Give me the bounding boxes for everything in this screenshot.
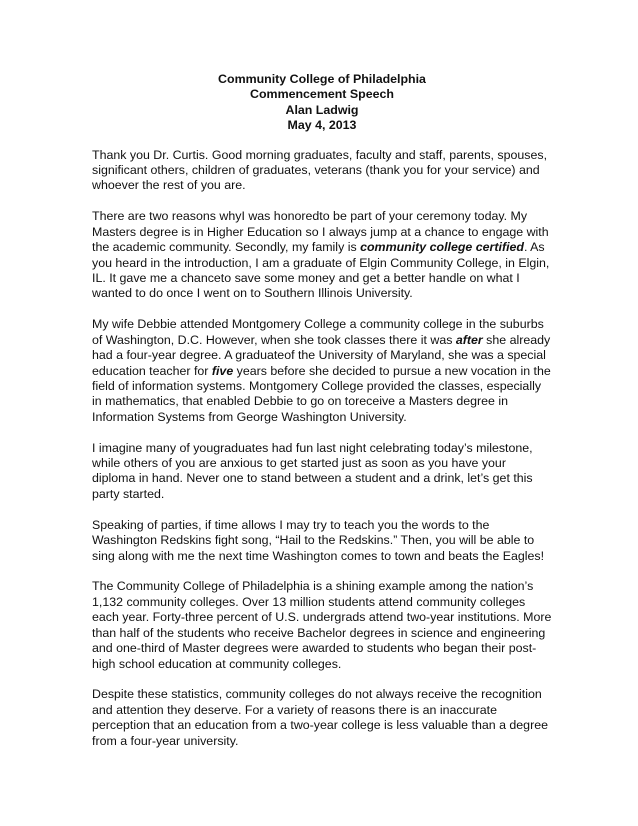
paragraph-5: Speaking of parties, if time allows I may try to teach you the words to the Washington Redskins fight song, “Hail to the Redskins.” Then, you will be able to sing along with me the next time Washington comes to town and beats the Eagles! (92, 517, 545, 563)
paragraph-1: Thank you Dr. Curtis. Good morning graduates, faculty and staff, parents, spouses, significant others, children of graduates, veterans (thank you for your service) and whoever the rest of you are. (92, 147, 548, 193)
paragraph-3-text-b: she already had a four-year degree. A graduateof the University of Maryland, she was a special education teacher for (92, 332, 551, 378)
paragraph-2 (92, 209, 552, 301)
paragraph-3-emphasis-after: after (455, 332, 483, 347)
paragraph-2-text-a: There are two reasons whyI was honoredto be part of your ceremony today. My Masters degree is in Higher Education so I always jump at a chance to engage with the academic community. Secondly, my family is (92, 209, 549, 255)
speech-title: Commencement Speech (250, 87, 394, 102)
paragraph-3-text-a: My wife Debbie attended Montgomery College a community college in the suburbs of Washington, D.C. However, when she took classes there it was (92, 317, 544, 347)
paragraph-2-emphasis: community college certified (360, 240, 524, 255)
speech-date: May 4, 2013 (287, 118, 357, 133)
paragraph-2-text-b: . As you heard in the introduction, I am a graduate of Elgin Community College, in Elgin, IL. It gave me a chanceto save some money and get a better handle on what I wanted to do once I went on to Southern Illinois University. (92, 240, 550, 301)
paragraph-6: The Community College of Philadelphia is a shining example among the nation’s 1,132 community colleges. Over 13 million students attend community colleges each year. Forty-three percent of U.S. undergrads attend two-year institutions. More than half of the students who receive Bachelor degrees in science and engineering and one-third of Master degrees were awarded to students who began their post-high school education at community colleges. (92, 579, 552, 671)
paragraph-4: I imagine many of yougraduates had fun last night celebrating today’s milestone, while others of you are anxious to get started just as soon as you have your diploma in hand. Never one to stand between a student and a drink, let’s get this party started. (92, 440, 533, 501)
paragraph-3-emphasis-five: five (211, 363, 234, 378)
paragraph-3 (92, 317, 552, 425)
paragraph-3-text-c: years before she decided to pursue a new vocation in the field of information systems. Montgomery College provided the classes, especially in mathematics, that enabled Debbie to go on toreceive a Masters degree in Information Systems from George Washington University. (92, 363, 551, 424)
paragraph-7: Despite these statistics, community colleges do not always receive the recognition and attention they deserve. For a variety of reasons there is an inaccurate perception that an education from a two-year college is less valuable than a degree from a four-year university. (92, 687, 548, 748)
speaker-name: Alan Ladwig (285, 102, 359, 117)
institution-title: Community College of Philadelphia (218, 72, 426, 86)
speech-header (92, 72, 552, 134)
